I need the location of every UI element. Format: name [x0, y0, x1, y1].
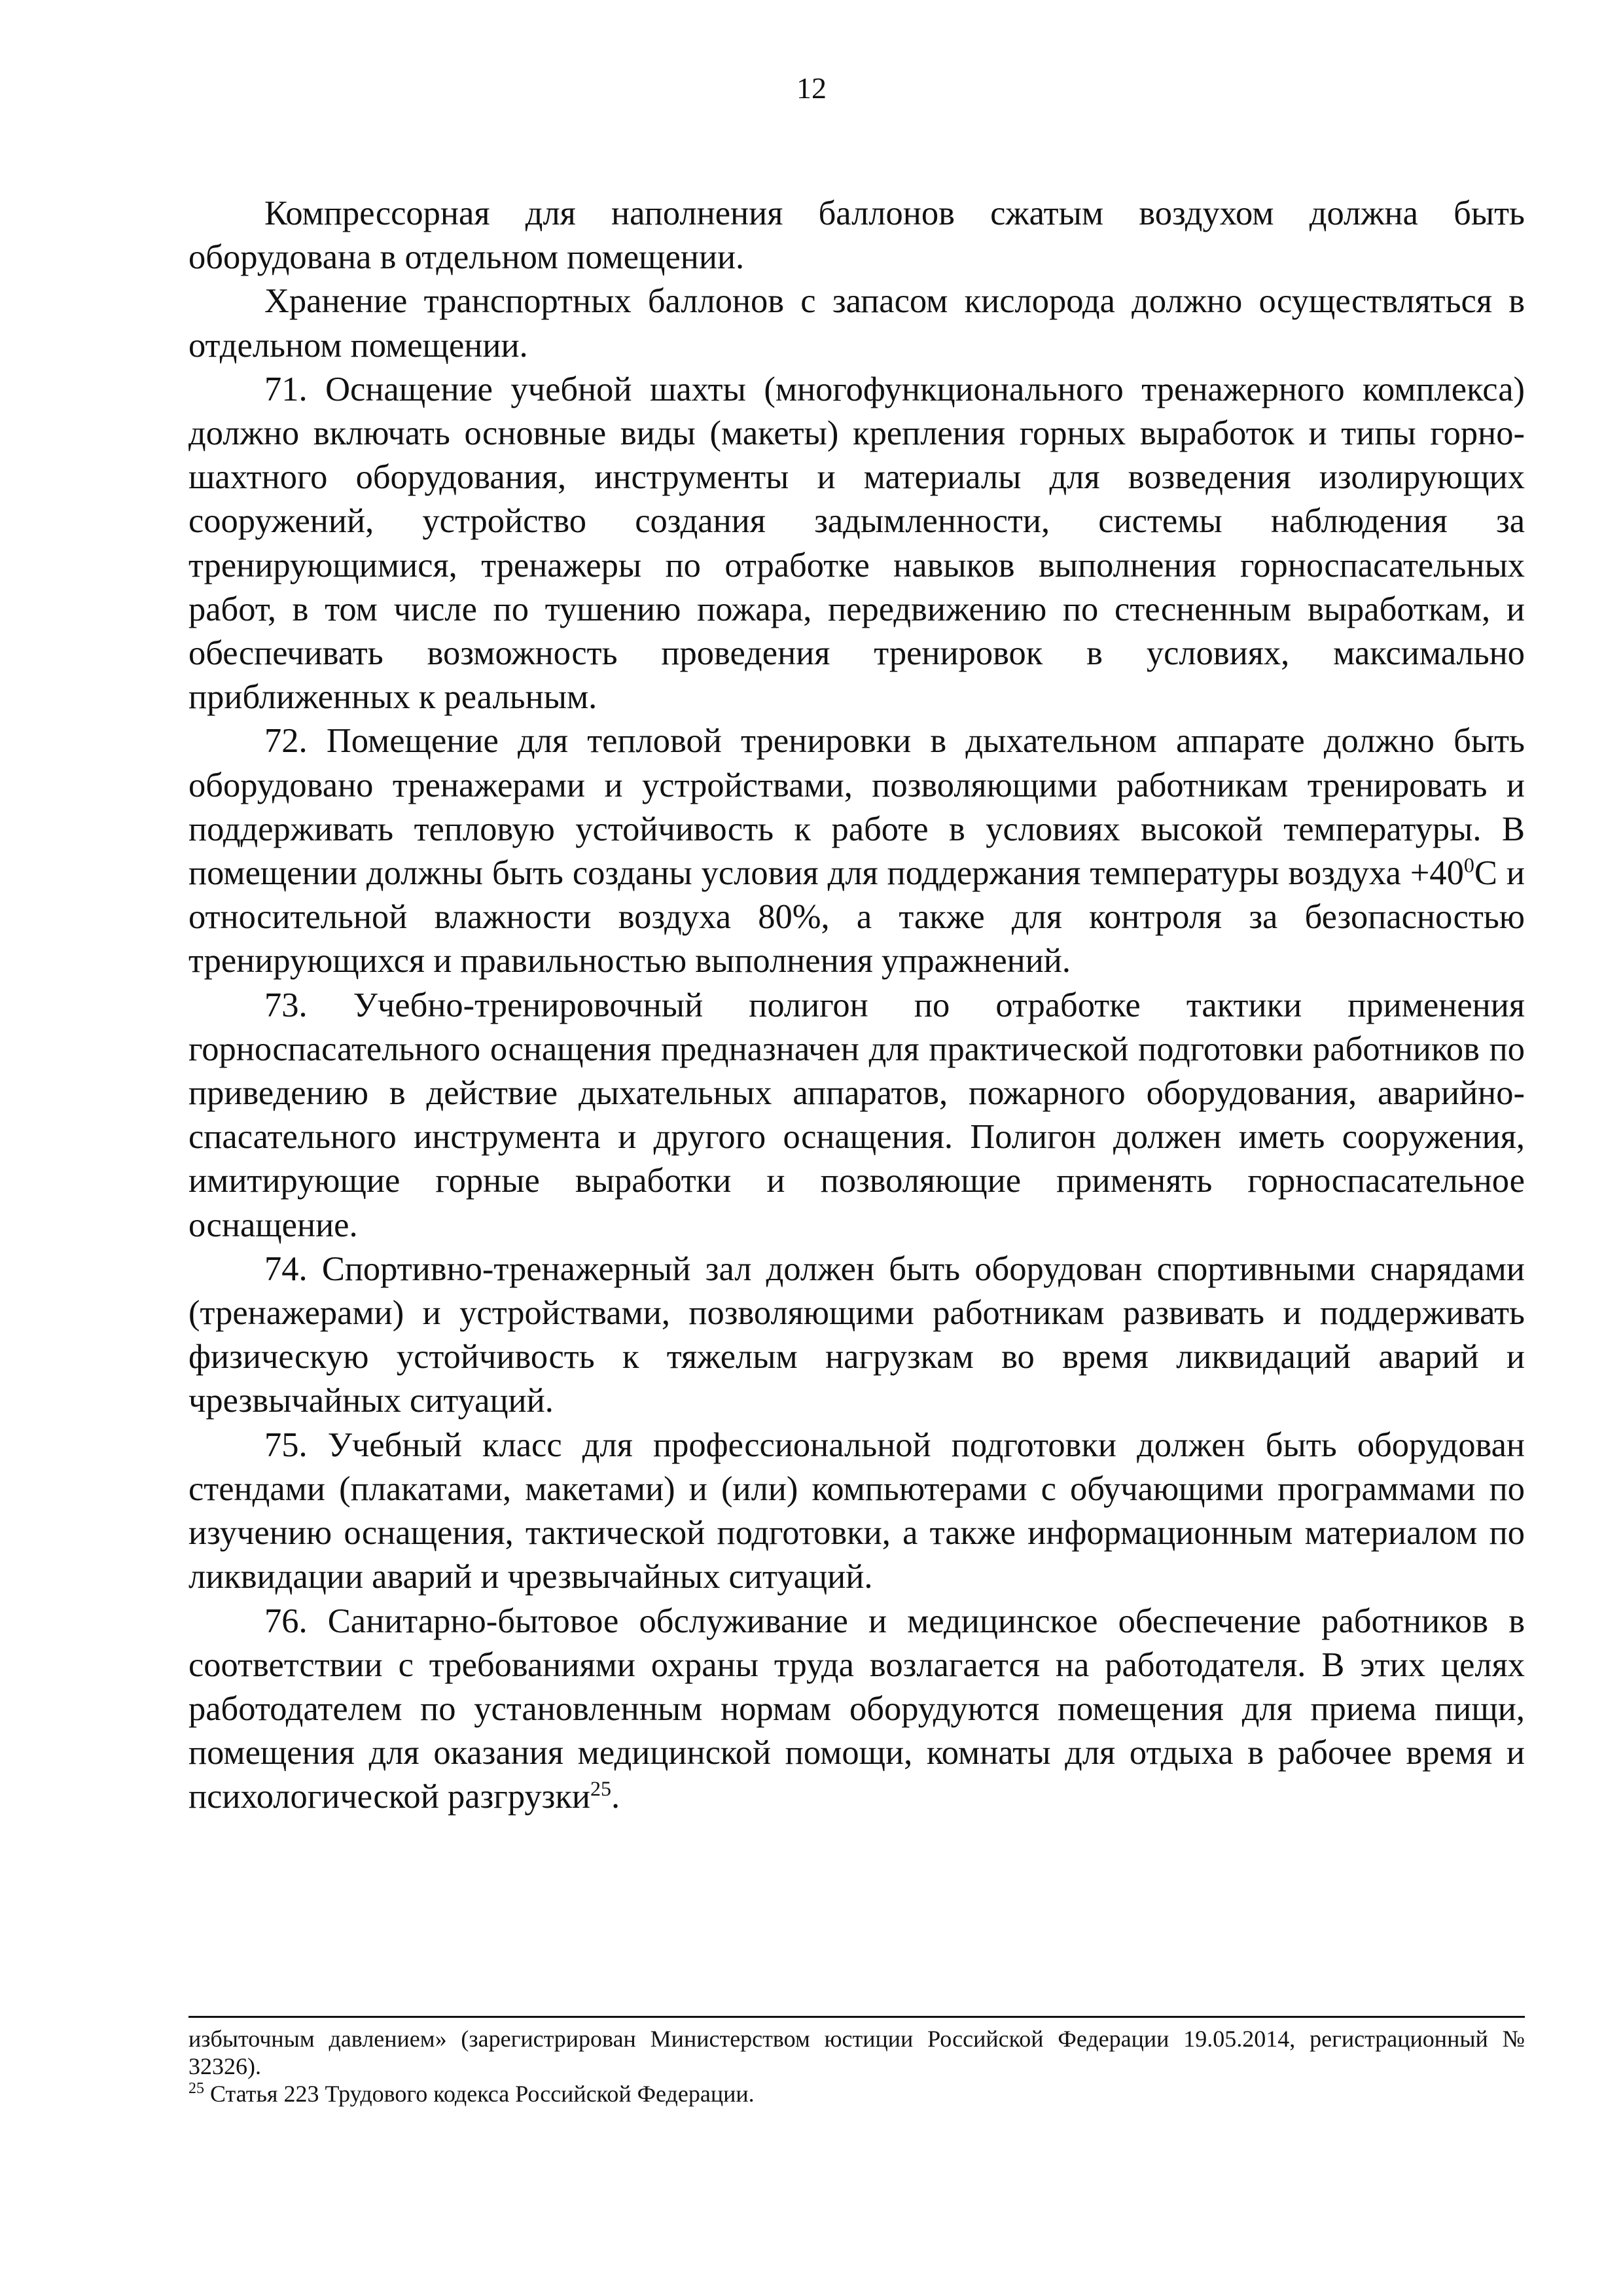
paragraph-oxygen-storage: Хранение транспортных баллонов с запасом кислорода должно осуществляться в отдельном помещении. — [188, 282, 1525, 365]
paragraph-75: 75. Учебный класс для профессиональной подготовки должен быть оборудован стендами (плакатами, макетами) и (или) компьютерами с обучающими программами по изучению оснащения, тактической подготовки, а также информационным материалом по ликвидации аварий и чрезвычайных ситуаций. — [188, 1426, 1525, 1596]
paragraph-compressor: Компрессорная для наполнения баллонов сжатым воздухом должна быть оборудована в отдельном помещении. — [188, 194, 1525, 277]
footnote-continuation: избыточным давлением» (зарегистрирован Министерством юстиции Российской Федерации 19.05.2014, регистрационный № 32326). — [188, 2026, 1525, 2079]
footnote-separator — [188, 2016, 1525, 2018]
degree-superscript: 0 — [1463, 853, 1474, 877]
footnote-ref-25: 25 — [590, 1776, 611, 1801]
paragraph-72-text-before: 72. Помещение для тепловой тренировки в дыхательном аппарате должно быть оборудовано тренажерами и устройствами, позволяющими работникам тренировать и поддерживать тепловую устойчивость к работе в условиях высокой температуры. В помещении должны быть созданы условия для поддержания температуры воздуха +40 — [188, 722, 1525, 893]
footnotes — [188, 2025, 1525, 2108]
body-text — [188, 192, 1525, 1820]
paragraph-73: 73. Учебно-тренировочный полигон по отработке тактики применения горноспасательного оснащения предназначен для практической подготовки работников по приведению в действие дыхательных аппаратов, пожарного оборудования, аварийно-спасательного инструмента и другого оснащения. Полигон должен иметь сооружения, имитирующие горные выработки и позволяющие применять горноспасательное оснащение. — [188, 986, 1525, 1244]
paragraph-74: 74. Спортивно-тренажерный зал должен быть оборудован спортивными снарядами (тренажерами) и устройствами, позволяющими работникам развивать и поддерживать физическую устойчивость к тяжелым нагрузкам во время ликвидаций аварий и чрезвычайных ситуаций. — [188, 1249, 1525, 1420]
footnote-25-text: Статья 223 Трудового кодекса Российской Федерации. — [204, 2081, 755, 2107]
footnote-25 — [188, 2080, 1525, 2108]
paragraph-71: 71. Оснащение учебной шахты (многофункционального тренажерного комплекса) должно включать основные виды (макеты) крепления горных выработок и типы горно-шахтного оборудования, инструменты и материалы для возведения изолирующих сооружений, устройство создания задымленности, системы наблюдения за тренирующимися, тренажеры по отработке навыков выполнения горноспасательных работ, в том числе по тушению пожара, передвижению по стесненным выработкам, и обеспечивать возможность проведения тренировок в условиях, максимально приближенных к реальным. — [188, 370, 1525, 717]
paragraph-72 — [188, 719, 1525, 983]
footnote-25-marker: 25 — [188, 2080, 204, 2097]
paragraph-72-text-after: С и относительной влажности воздуха 80%, а также для контроля за безопасностью тренирующихся и правильностью выполнения упражнений. — [188, 854, 1525, 980]
paragraph-76-text-after: . — [611, 1778, 620, 1816]
page-number: 12 — [796, 71, 827, 105]
paragraph-76-text-before: 76. Санитарно-бытовое обслуживание и медицинское обеспечение работников в соответствии с требованиями охраны труда возлагается на работодателя. В этих целях работодателем по установленным нормам оборудуются помещения для приема пищи, помещения для оказания медицинской помощи, комнаты для отдыха в рабочее время и психологической разгрузки — [188, 1602, 1525, 1816]
paragraph-76 — [188, 1600, 1525, 1820]
